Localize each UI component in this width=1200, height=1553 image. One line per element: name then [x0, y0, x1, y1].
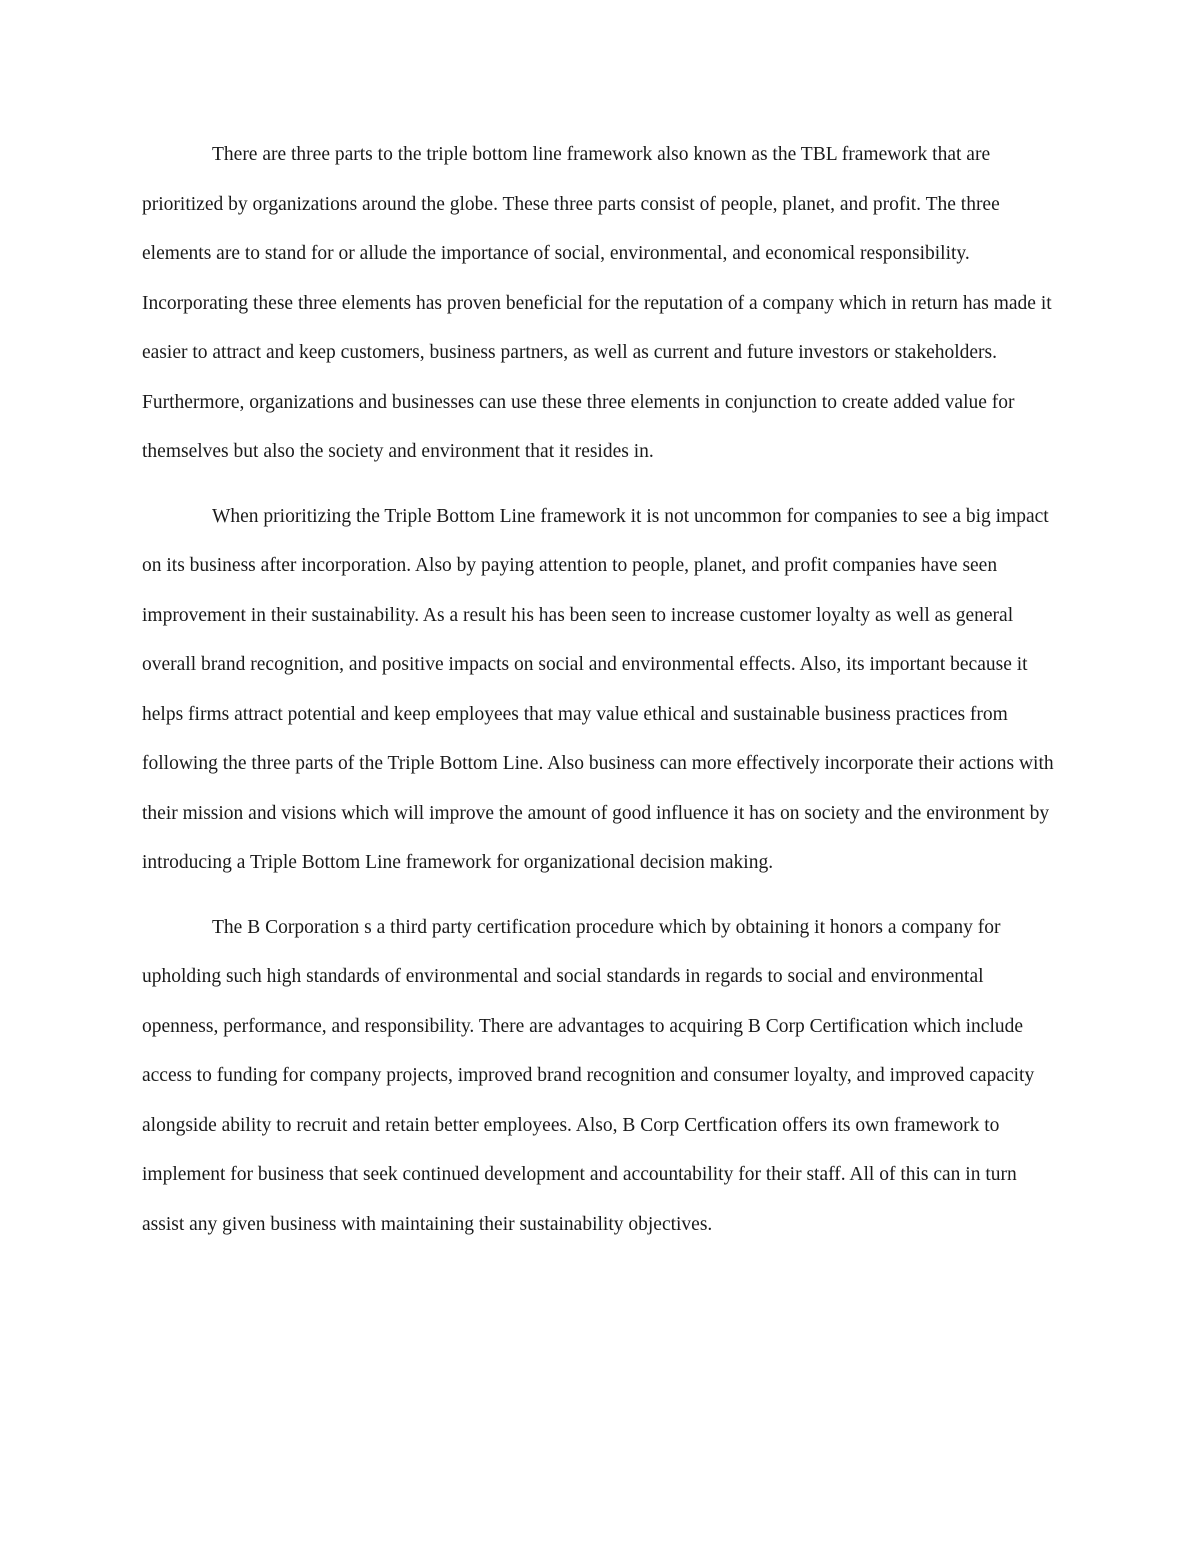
paragraph-tbl-framework: There are three parts to the triple bottom line framework also known as the TBL framework that are prioritized by organizations around the globe. These three parts consist of people, planet, and profit. The three elements are to stand for or allude the importance of social, environmental, and economical responsibility. Incorporating these three elements has proven beneficial for the reputation of a company which in return has made it easier to attract and keep customers, business partners, as well as current and future investors or stakeholders. Furthermore, organizations and businesses can use these three elements in conjunction to create added value for themselves but also the society and environment that it resides in.	[142, 144, 1052, 462]
paragraph-prioritizing-tbl: When prioritizing the Triple Bottom Line framework it is not uncommon for companies to see a big impact on its business after incorporation. Also by paying attention to people, planet, and profit companies have seen improvement in their sustainability. As a result his has been seen to increase customer loyalty as well as general overall brand recognition, and positive impacts on social and environmental effects. Also, its important because it helps firms attract potential and keep employees that may value ethical and sustainable business practices from following the three parts of the Triple Bottom Line. Also business can more effectively incorporate their actions with their mission and visions which will improve the amount of good influence it has on society and the environment by introducing a Triple Bottom Line framework for organizational decision making.	[142, 505, 1054, 873]
paragraph-b-corporation: The B Corporation s a third party certification procedure which by obtaining it honors a company for upholding such high standards of environmental and social standards in regards to social and environmental openness, performance, and responsibility. There are advantages to acquiring B Corp Certification which include access to funding for company projects, improved brand recognition and consumer loyalty, and improved capacity alongside ability to recruit and retain better employees. Also, B Corp Certfication offers its own framework to implement for business that seek continued development and accountability for their staff. All of this can in turn assist any given business with maintaining their sustainability objectives.	[142, 916, 1035, 1235]
document-body	[142, 130, 1060, 1264]
